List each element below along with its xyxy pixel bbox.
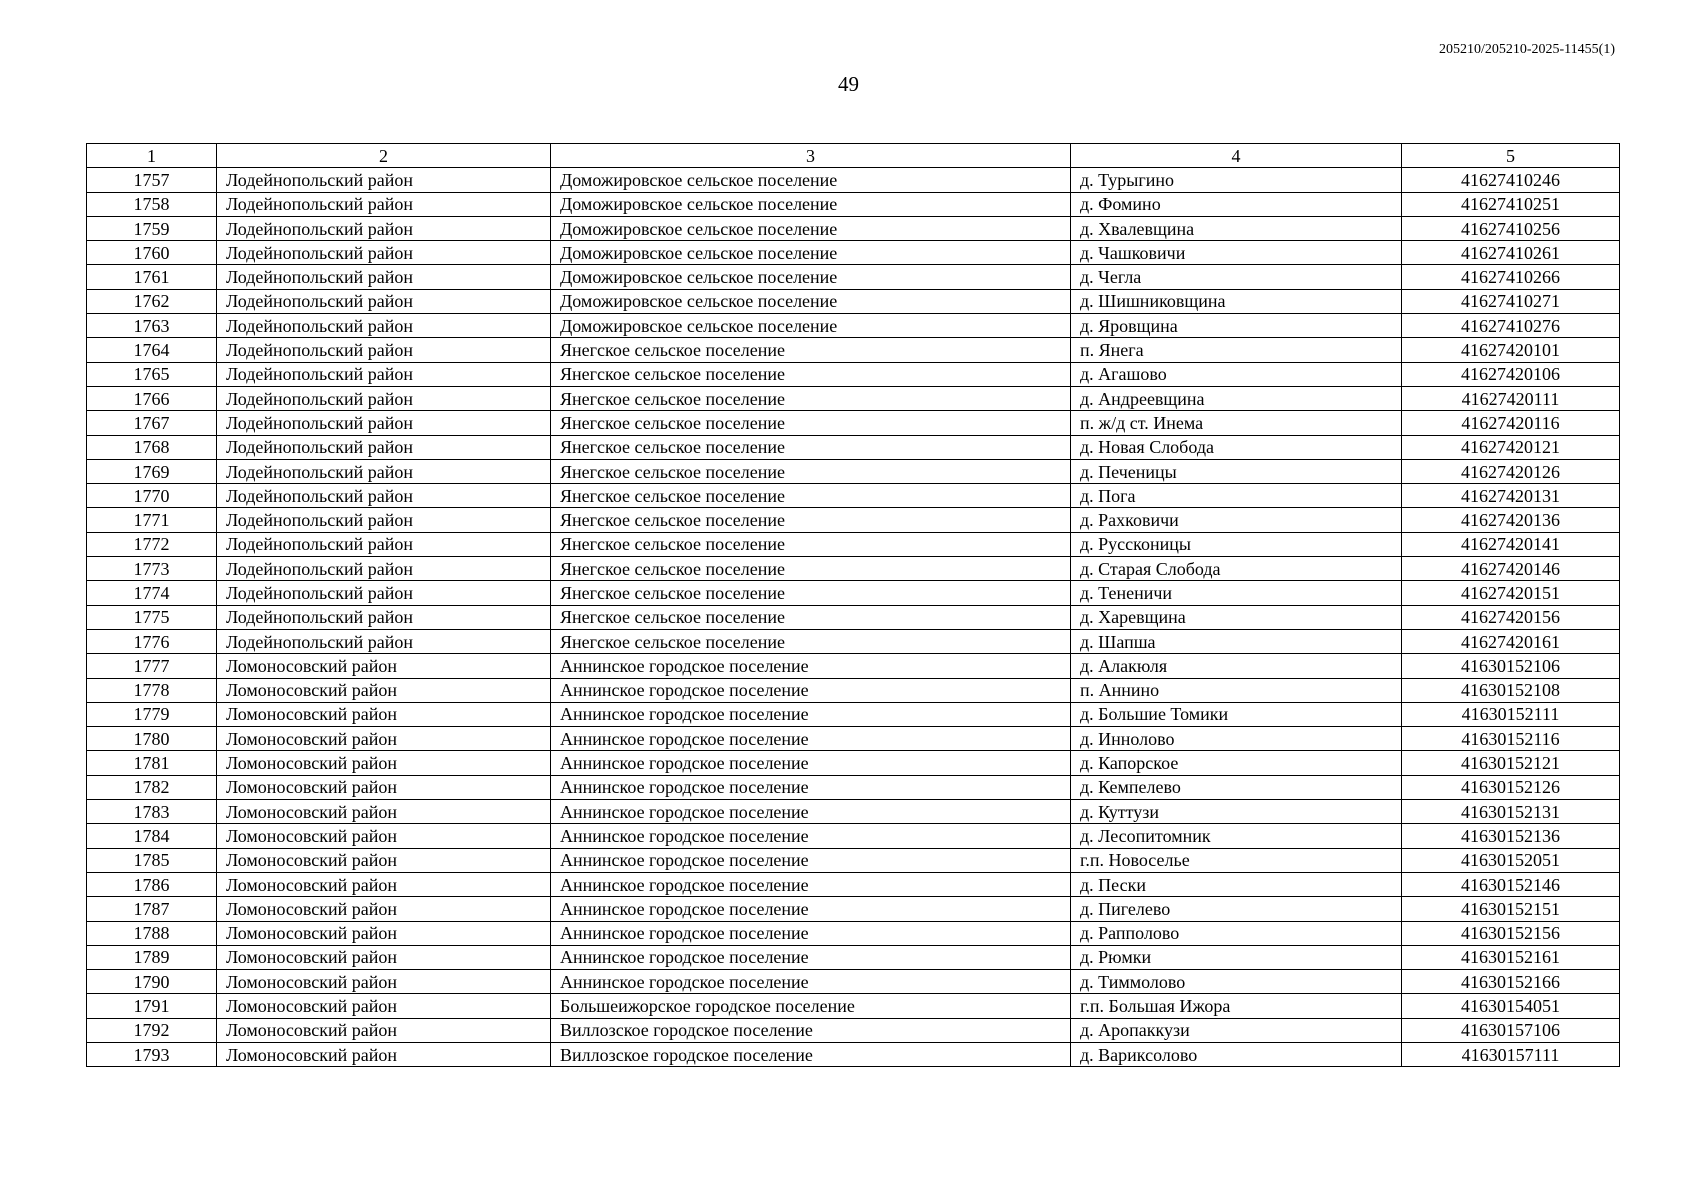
cell-row-number: 1767 <box>87 411 217 435</box>
cell-settlement: Аннинское городское поселение <box>551 751 1071 775</box>
cell-settlement: Аннинское городское поселение <box>551 921 1071 945</box>
cell-locality: д. Чашковичи <box>1071 241 1402 265</box>
cell-oktmo-code: 41627410246 <box>1402 168 1620 192</box>
table-row <box>87 921 1620 945</box>
cell-locality: д. Старая Слобода <box>1071 557 1402 581</box>
cell-district: Лодейнопольский район <box>217 605 551 629</box>
cell-row-number: 1777 <box>87 654 217 678</box>
table-row <box>87 216 1620 240</box>
cell-row-number: 1761 <box>87 265 217 289</box>
table-row <box>87 1042 1620 1066</box>
cell-locality: д. Турыгино <box>1071 168 1402 192</box>
cell-locality: д. Агашово <box>1071 362 1402 386</box>
table-row <box>87 629 1620 653</box>
cell-settlement: Янегское сельское поселение <box>551 338 1071 362</box>
cell-row-number: 1774 <box>87 581 217 605</box>
cell-settlement: Доможировское сельское поселение <box>551 289 1071 313</box>
cell-row-number: 1783 <box>87 800 217 824</box>
column-header-locality: 4 <box>1071 144 1402 168</box>
table-header-row <box>87 144 1620 168</box>
cell-row-number: 1771 <box>87 508 217 532</box>
cell-locality: д. Лесопитомник <box>1071 824 1402 848</box>
cell-locality: д. Куттузи <box>1071 800 1402 824</box>
cell-oktmo-code: 41627420126 <box>1402 459 1620 483</box>
cell-district: Ломоносовский район <box>217 897 551 921</box>
cell-locality: г.п. Новоселье <box>1071 848 1402 872</box>
cell-oktmo-code: 41630152106 <box>1402 654 1620 678</box>
cell-oktmo-code: 41627410251 <box>1402 192 1620 216</box>
cell-district: Ломоносовский район <box>217 751 551 775</box>
cell-locality: д. Рюмки <box>1071 945 1402 969</box>
cell-row-number: 1764 <box>87 338 217 362</box>
cell-oktmo-code: 41630152131 <box>1402 800 1620 824</box>
cell-settlement: Аннинское городское поселение <box>551 897 1071 921</box>
cell-row-number: 1762 <box>87 289 217 313</box>
cell-district: Ломоносовский район <box>217 1042 551 1066</box>
cell-district: Ломоносовский район <box>217 727 551 751</box>
table-row <box>87 775 1620 799</box>
cell-locality: д. Алакюля <box>1071 654 1402 678</box>
column-header-number: 1 <box>87 144 217 168</box>
cell-district: Лодейнопольский район <box>217 362 551 386</box>
cell-district: Лодейнопольский район <box>217 168 551 192</box>
cell-oktmo-code: 41630152126 <box>1402 775 1620 799</box>
cell-oktmo-code: 41630152166 <box>1402 970 1620 994</box>
cell-settlement: Янегское сельское поселение <box>551 484 1071 508</box>
settlements-table <box>86 143 1620 1067</box>
cell-settlement: Виллозское городское поселение <box>551 1018 1071 1042</box>
cell-oktmo-code: 41627410266 <box>1402 265 1620 289</box>
column-header-district: 2 <box>217 144 551 168</box>
cell-locality: д. Харевщина <box>1071 605 1402 629</box>
table-row <box>87 994 1620 1018</box>
cell-district: Лодейнопольский район <box>217 192 551 216</box>
table-row <box>87 192 1620 216</box>
cell-locality: д. Руссконицы <box>1071 532 1402 556</box>
cell-row-number: 1792 <box>87 1018 217 1042</box>
cell-settlement: Доможировское сельское поселение <box>551 314 1071 338</box>
column-header-settlement: 3 <box>551 144 1071 168</box>
cell-oktmo-code: 41627420156 <box>1402 605 1620 629</box>
cell-oktmo-code: 41630152051 <box>1402 848 1620 872</box>
cell-settlement: Аннинское городское поселение <box>551 872 1071 896</box>
table-row <box>87 605 1620 629</box>
cell-district: Ломоносовский район <box>217 994 551 1018</box>
table-row <box>87 289 1620 313</box>
cell-settlement: Аннинское городское поселение <box>551 970 1071 994</box>
cell-locality: п. ж/д ст. Инема <box>1071 411 1402 435</box>
cell-district: Лодейнопольский район <box>217 241 551 265</box>
cell-row-number: 1788 <box>87 921 217 945</box>
column-header-code: 5 <box>1402 144 1620 168</box>
cell-district: Лодейнопольский район <box>217 265 551 289</box>
cell-settlement: Большеижорское городское поселение <box>551 994 1071 1018</box>
cell-settlement: Аннинское городское поселение <box>551 800 1071 824</box>
cell-district: Лодейнопольский район <box>217 411 551 435</box>
cell-oktmo-code: 41627420116 <box>1402 411 1620 435</box>
table-row <box>87 751 1620 775</box>
cell-locality: д. Чегла <box>1071 265 1402 289</box>
cell-district: Ломоносовский район <box>217 775 551 799</box>
cell-row-number: 1787 <box>87 897 217 921</box>
table-row <box>87 945 1620 969</box>
cell-settlement: Янегское сельское поселение <box>551 581 1071 605</box>
cell-oktmo-code: 41630152111 <box>1402 702 1620 726</box>
cell-district: Лодейнопольский район <box>217 386 551 410</box>
document-reference-number: 205210/205210-2025-11455(1) <box>1438 42 1615 57</box>
cell-settlement: Доможировское сельское поселение <box>551 168 1071 192</box>
cell-locality: д. Печеницы <box>1071 459 1402 483</box>
cell-locality: д. Аропаккузи <box>1071 1018 1402 1042</box>
cell-row-number: 1763 <box>87 314 217 338</box>
cell-oktmo-code: 41627420101 <box>1402 338 1620 362</box>
cell-row-number: 1782 <box>87 775 217 799</box>
cell-locality: д. Большие Томики <box>1071 702 1402 726</box>
cell-district: Лодейнопольский район <box>217 338 551 362</box>
cell-district: Лодейнопольский район <box>217 216 551 240</box>
cell-locality: г.п. Большая Ижора <box>1071 994 1402 1018</box>
cell-oktmo-code: 41630152121 <box>1402 751 1620 775</box>
cell-district: Лодейнопольский район <box>217 459 551 483</box>
cell-settlement: Янегское сельское поселение <box>551 362 1071 386</box>
cell-settlement: Доможировское сельское поселение <box>551 216 1071 240</box>
cell-district: Ломоносовский район <box>217 654 551 678</box>
cell-oktmo-code: 41627420121 <box>1402 435 1620 459</box>
cell-district: Ломоносовский район <box>217 1018 551 1042</box>
cell-settlement: Аннинское городское поселение <box>551 654 1071 678</box>
cell-settlement: Янегское сельское поселение <box>551 605 1071 629</box>
cell-row-number: 1766 <box>87 386 217 410</box>
cell-oktmo-code: 41630154051 <box>1402 994 1620 1018</box>
cell-district: Ломоносовский район <box>217 800 551 824</box>
cell-oktmo-code: 41627420106 <box>1402 362 1620 386</box>
table-row <box>87 702 1620 726</box>
table-row <box>87 727 1620 751</box>
cell-district: Лодейнопольский район <box>217 581 551 605</box>
table-row <box>87 824 1620 848</box>
cell-locality: д. Вариксолово <box>1071 1042 1402 1066</box>
cell-district: Лодейнопольский район <box>217 532 551 556</box>
cell-settlement: Янегское сельское поселение <box>551 557 1071 581</box>
cell-row-number: 1793 <box>87 1042 217 1066</box>
table-row <box>87 411 1620 435</box>
cell-oktmo-code: 41630152151 <box>1402 897 1620 921</box>
cell-district: Ломоносовский район <box>217 945 551 969</box>
cell-oktmo-code: 41627420151 <box>1402 581 1620 605</box>
table-row <box>87 386 1620 410</box>
table-row <box>87 872 1620 896</box>
table-row <box>87 654 1620 678</box>
cell-settlement: Виллозское городское поселение <box>551 1042 1071 1066</box>
cell-row-number: 1776 <box>87 629 217 653</box>
cell-row-number: 1781 <box>87 751 217 775</box>
table-row <box>87 800 1620 824</box>
cell-settlement: Аннинское городское поселение <box>551 702 1071 726</box>
cell-district: Ломоносовский район <box>217 921 551 945</box>
cell-district: Ломоносовский район <box>217 824 551 848</box>
cell-settlement: Доможировское сельское поселение <box>551 192 1071 216</box>
cell-row-number: 1770 <box>87 484 217 508</box>
cell-row-number: 1779 <box>87 702 217 726</box>
cell-district: Лодейнопольский район <box>217 508 551 532</box>
cell-row-number: 1773 <box>87 557 217 581</box>
table-row <box>87 338 1620 362</box>
table-row <box>87 484 1620 508</box>
cell-row-number: 1758 <box>87 192 217 216</box>
cell-oktmo-code: 41630152146 <box>1402 872 1620 896</box>
cell-oktmo-code: 41630152156 <box>1402 921 1620 945</box>
cell-oktmo-code: 41627420161 <box>1402 629 1620 653</box>
cell-row-number: 1769 <box>87 459 217 483</box>
cell-district: Ломоносовский район <box>217 702 551 726</box>
cell-row-number: 1786 <box>87 872 217 896</box>
cell-district: Лодейнопольский район <box>217 289 551 313</box>
cell-locality: д. Хвалевщина <box>1071 216 1402 240</box>
cell-district: Лодейнопольский район <box>217 557 551 581</box>
cell-locality: д. Тененичи <box>1071 581 1402 605</box>
cell-oktmo-code: 41630152108 <box>1402 678 1620 702</box>
cell-settlement: Янегское сельское поселение <box>551 386 1071 410</box>
cell-settlement: Янегское сельское поселение <box>551 411 1071 435</box>
table-row <box>87 435 1620 459</box>
table-row <box>87 581 1620 605</box>
cell-oktmo-code: 41627420141 <box>1402 532 1620 556</box>
cell-oktmo-code: 41627410271 <box>1402 289 1620 313</box>
cell-settlement: Янегское сельское поселение <box>551 435 1071 459</box>
cell-oktmo-code: 41630152136 <box>1402 824 1620 848</box>
table-row <box>87 241 1620 265</box>
cell-row-number: 1784 <box>87 824 217 848</box>
cell-locality: д. Яровщина <box>1071 314 1402 338</box>
cell-locality: д. Новая Слобода <box>1071 435 1402 459</box>
cell-oktmo-code: 41630152161 <box>1402 945 1620 969</box>
cell-district: Лодейнопольский район <box>217 484 551 508</box>
cell-locality: д. Шапша <box>1071 629 1402 653</box>
cell-oktmo-code: 41627410261 <box>1402 241 1620 265</box>
cell-row-number: 1772 <box>87 532 217 556</box>
cell-oktmo-code: 41630157111 <box>1402 1042 1620 1066</box>
cell-locality: д. Пески <box>1071 872 1402 896</box>
cell-oktmo-code: 41627410256 <box>1402 216 1620 240</box>
cell-locality: п. Янега <box>1071 338 1402 362</box>
cell-settlement: Аннинское городское поселение <box>551 727 1071 751</box>
table-row <box>87 897 1620 921</box>
cell-locality: п. Аннино <box>1071 678 1402 702</box>
table-row <box>87 508 1620 532</box>
cell-settlement: Аннинское городское поселение <box>551 775 1071 799</box>
table-row <box>87 265 1620 289</box>
cell-district: Ломоносовский район <box>217 678 551 702</box>
cell-district: Ломоносовский район <box>217 872 551 896</box>
cell-oktmo-code: 41627410276 <box>1402 314 1620 338</box>
page-number: 49 <box>838 72 859 96</box>
cell-locality: д. Фомино <box>1071 192 1402 216</box>
cell-settlement: Янегское сельское поселение <box>551 459 1071 483</box>
cell-settlement: Доможировское сельское поселение <box>551 241 1071 265</box>
cell-row-number: 1780 <box>87 727 217 751</box>
cell-settlement: Янегское сельское поселение <box>551 508 1071 532</box>
table-row <box>87 848 1620 872</box>
cell-locality: д. Рапполово <box>1071 921 1402 945</box>
cell-settlement: Аннинское городское поселение <box>551 824 1071 848</box>
cell-settlement: Янегское сельское поселение <box>551 532 1071 556</box>
table-row <box>87 459 1620 483</box>
cell-oktmo-code: 41630157106 <box>1402 1018 1620 1042</box>
cell-row-number: 1760 <box>87 241 217 265</box>
cell-row-number: 1775 <box>87 605 217 629</box>
cell-oktmo-code: 41627420146 <box>1402 557 1620 581</box>
cell-oktmo-code: 41627420131 <box>1402 484 1620 508</box>
cell-settlement: Аннинское городское поселение <box>551 678 1071 702</box>
table-row <box>87 1018 1620 1042</box>
cell-locality: д. Пога <box>1071 484 1402 508</box>
cell-oktmo-code: 41627420136 <box>1402 508 1620 532</box>
cell-district: Ломоносовский район <box>217 970 551 994</box>
cell-settlement: Аннинское городское поселение <box>551 848 1071 872</box>
cell-locality: д. Шишниковщина <box>1071 289 1402 313</box>
cell-locality: д. Иннолово <box>1071 727 1402 751</box>
table-body <box>87 168 1620 1067</box>
cell-locality: д. Тиммолово <box>1071 970 1402 994</box>
table-row <box>87 168 1620 192</box>
cell-row-number: 1759 <box>87 216 217 240</box>
cell-oktmo-code: 41630152116 <box>1402 727 1620 751</box>
table-row <box>87 362 1620 386</box>
cell-settlement: Аннинское городское поселение <box>551 945 1071 969</box>
cell-locality: д. Капорское <box>1071 751 1402 775</box>
table-row <box>87 970 1620 994</box>
cell-row-number: 1791 <box>87 994 217 1018</box>
cell-row-number: 1789 <box>87 945 217 969</box>
cell-district: Лодейнопольский район <box>217 314 551 338</box>
cell-settlement: Янегское сельское поселение <box>551 629 1071 653</box>
cell-settlement: Доможировское сельское поселение <box>551 265 1071 289</box>
table-row <box>87 557 1620 581</box>
cell-row-number: 1765 <box>87 362 217 386</box>
cell-row-number: 1790 <box>87 970 217 994</box>
cell-district: Лодейнопольский район <box>217 629 551 653</box>
cell-row-number: 1757 <box>87 168 217 192</box>
table-row <box>87 314 1620 338</box>
cell-row-number: 1778 <box>87 678 217 702</box>
cell-row-number: 1785 <box>87 848 217 872</box>
cell-oktmo-code: 41627420111 <box>1402 386 1620 410</box>
cell-district: Ломоносовский район <box>217 848 551 872</box>
table-row <box>87 532 1620 556</box>
cell-locality: д. Кемпелево <box>1071 775 1402 799</box>
cell-locality: д. Пигелево <box>1071 897 1402 921</box>
cell-row-number: 1768 <box>87 435 217 459</box>
cell-district: Лодейнопольский район <box>217 435 551 459</box>
cell-locality: д. Рахковичи <box>1071 508 1402 532</box>
table-row <box>87 678 1620 702</box>
cell-locality: д. Андреевщина <box>1071 386 1402 410</box>
